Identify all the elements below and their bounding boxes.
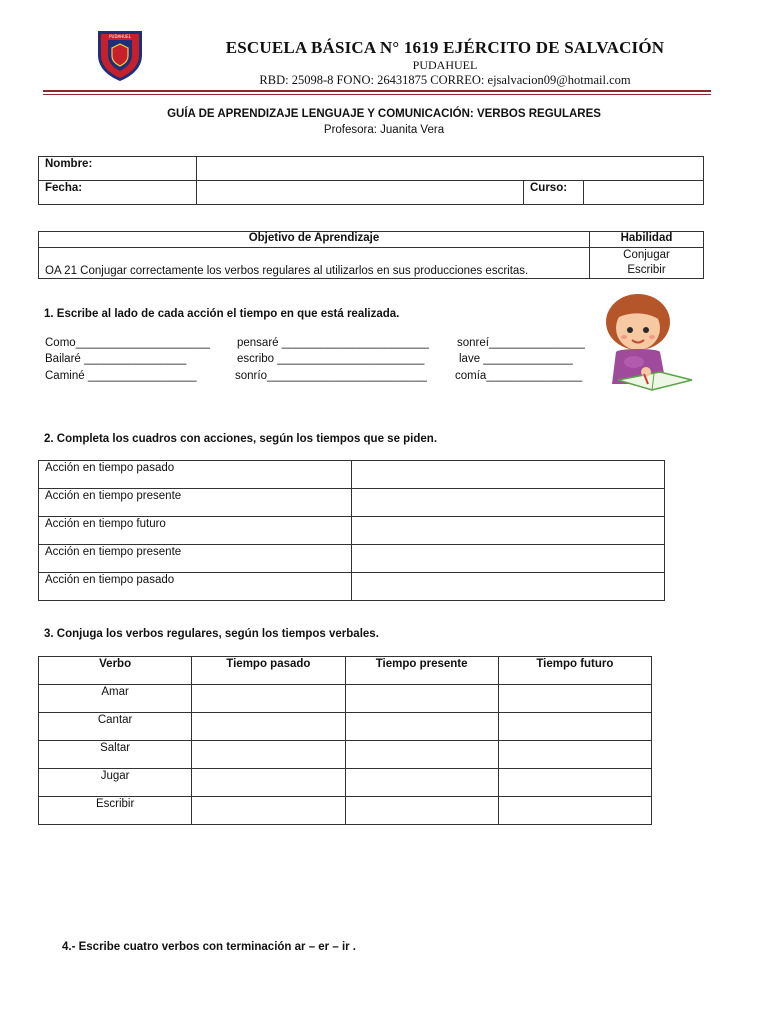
verb-cell: Jugar xyxy=(39,769,192,797)
table-row xyxy=(39,573,665,601)
verb-fill-item[interactable]: escribo _______________________ xyxy=(237,353,425,365)
table-row xyxy=(39,769,652,797)
column-header: Tiempo presente xyxy=(345,657,498,685)
objective-header: Objetivo de Aprendizaje xyxy=(39,232,590,248)
answer-cell[interactable] xyxy=(192,713,345,741)
verb-fill-item[interactable]: Como_____________________ xyxy=(45,337,210,349)
verb-fill-item[interactable]: lave ______________ xyxy=(459,353,573,365)
answer-cell[interactable] xyxy=(498,797,651,825)
answer-cell[interactable] xyxy=(345,769,498,797)
verb-fill-item[interactable]: pensaré _______________________ xyxy=(237,337,429,349)
column-header: Tiempo pasado xyxy=(192,657,345,685)
column-header: Verbo xyxy=(39,657,192,685)
table-row xyxy=(39,685,652,713)
answer-cell[interactable] xyxy=(352,545,665,573)
tense-label: Acción en tiempo presente xyxy=(39,489,352,517)
tense-label: Acción en tiempo pasado xyxy=(39,461,352,489)
answer-cell[interactable] xyxy=(192,797,345,825)
table-row xyxy=(39,489,665,517)
answer-cell[interactable] xyxy=(345,741,498,769)
skill-header: Habilidad xyxy=(590,232,704,248)
verb-cell: Cantar xyxy=(39,713,192,741)
skill-cell xyxy=(590,248,704,279)
conjugation-table xyxy=(38,656,652,825)
answer-cell[interactable] xyxy=(345,685,498,713)
header-rule xyxy=(43,90,711,92)
student-info-table xyxy=(38,156,704,205)
skill-item: Conjugar xyxy=(623,249,670,261)
verb-cell: Saltar xyxy=(39,741,192,769)
answer-cell[interactable] xyxy=(192,685,345,713)
verb-fill-item[interactable]: Caminé _________________ xyxy=(45,370,197,382)
date-field[interactable] xyxy=(197,181,524,205)
tense-label: Acción en tiempo futuro xyxy=(39,517,352,545)
answer-cell[interactable] xyxy=(345,713,498,741)
name-field[interactable] xyxy=(197,157,704,181)
verb-cell: Escribir xyxy=(39,797,192,825)
answer-cell[interactable] xyxy=(498,769,651,797)
actions-table xyxy=(38,460,665,601)
verb-fill-item[interactable]: Bailaré ________________ xyxy=(45,353,187,365)
header-rule-thin xyxy=(43,94,711,95)
answer-cell[interactable] xyxy=(352,489,665,517)
objective-text: OA 21 Conjugar correctamente los verbos regulares al utilizarlos en sus producciones escritas. xyxy=(39,248,590,279)
question-4-title: 4.- Escribe cuatro verbos con terminación ar – er – ir . xyxy=(62,941,357,953)
column-header: Tiempo futuro xyxy=(498,657,651,685)
school-name: ESCUELA BÁSICA N° 1619 EJÉRCITO DE SALVACIÓN xyxy=(225,38,665,57)
table-row xyxy=(39,461,665,489)
verb-cell: Amar xyxy=(39,685,192,713)
answer-cell[interactable] xyxy=(345,797,498,825)
question-3-title: 3. Conjuga los verbos regulares, según los tiempos verbales. xyxy=(44,628,379,640)
verb-fill-item[interactable]: sonreí_______________ xyxy=(457,337,585,349)
girl-writing-illustration xyxy=(594,292,698,396)
teacher-name: Profesora: Juanita Vera xyxy=(323,124,445,136)
objective-table xyxy=(38,231,704,279)
table-row xyxy=(39,741,652,769)
answer-cell[interactable] xyxy=(192,741,345,769)
name-label: Nombre: xyxy=(39,157,197,181)
guide-title: GUÍA DE APRENDIZAJE LENGUAJE Y COMUNICACIÓN: VERBOS REGULARES xyxy=(167,108,601,120)
table-row xyxy=(39,517,665,545)
answer-cell[interactable] xyxy=(498,741,651,769)
answer-cell[interactable] xyxy=(498,713,651,741)
table-header-row xyxy=(39,657,652,685)
answer-cell[interactable] xyxy=(352,573,665,601)
date-label: Fecha: xyxy=(39,181,197,205)
table-row xyxy=(39,797,652,825)
skill-item: Escribir xyxy=(627,264,666,276)
table-row xyxy=(39,545,665,573)
answer-cell[interactable] xyxy=(192,769,345,797)
school-town: PUDAHUEL xyxy=(412,58,478,72)
tense-label: Acción en tiempo pasado xyxy=(39,573,352,601)
verb-fill-item[interactable]: comía_______________ xyxy=(455,370,583,382)
table-row xyxy=(39,713,652,741)
svg-text:PUDAHUEL: PUDAHUEL xyxy=(109,34,131,39)
tense-label: Acción en tiempo presente xyxy=(39,545,352,573)
course-label: Curso: xyxy=(524,181,584,205)
question-1-title: 1. Escribe al lado de cada acción el tiempo en que está realizada. xyxy=(44,308,400,320)
verb-fill-item[interactable]: sonrío_________________________ xyxy=(235,370,427,382)
answer-cell[interactable] xyxy=(352,461,665,489)
question-2-title: 2. Completa los cuadros con acciones, según los tiempos que se piden. xyxy=(44,433,438,445)
answer-cell[interactable] xyxy=(498,685,651,713)
course-field[interactable] xyxy=(584,181,704,205)
answer-cell[interactable] xyxy=(352,517,665,545)
school-logo xyxy=(92,27,148,83)
school-contact: RBD: 25098-8 FONO: 26431875 CORREO: ejsalvacion09@hotmail.com xyxy=(259,73,631,87)
